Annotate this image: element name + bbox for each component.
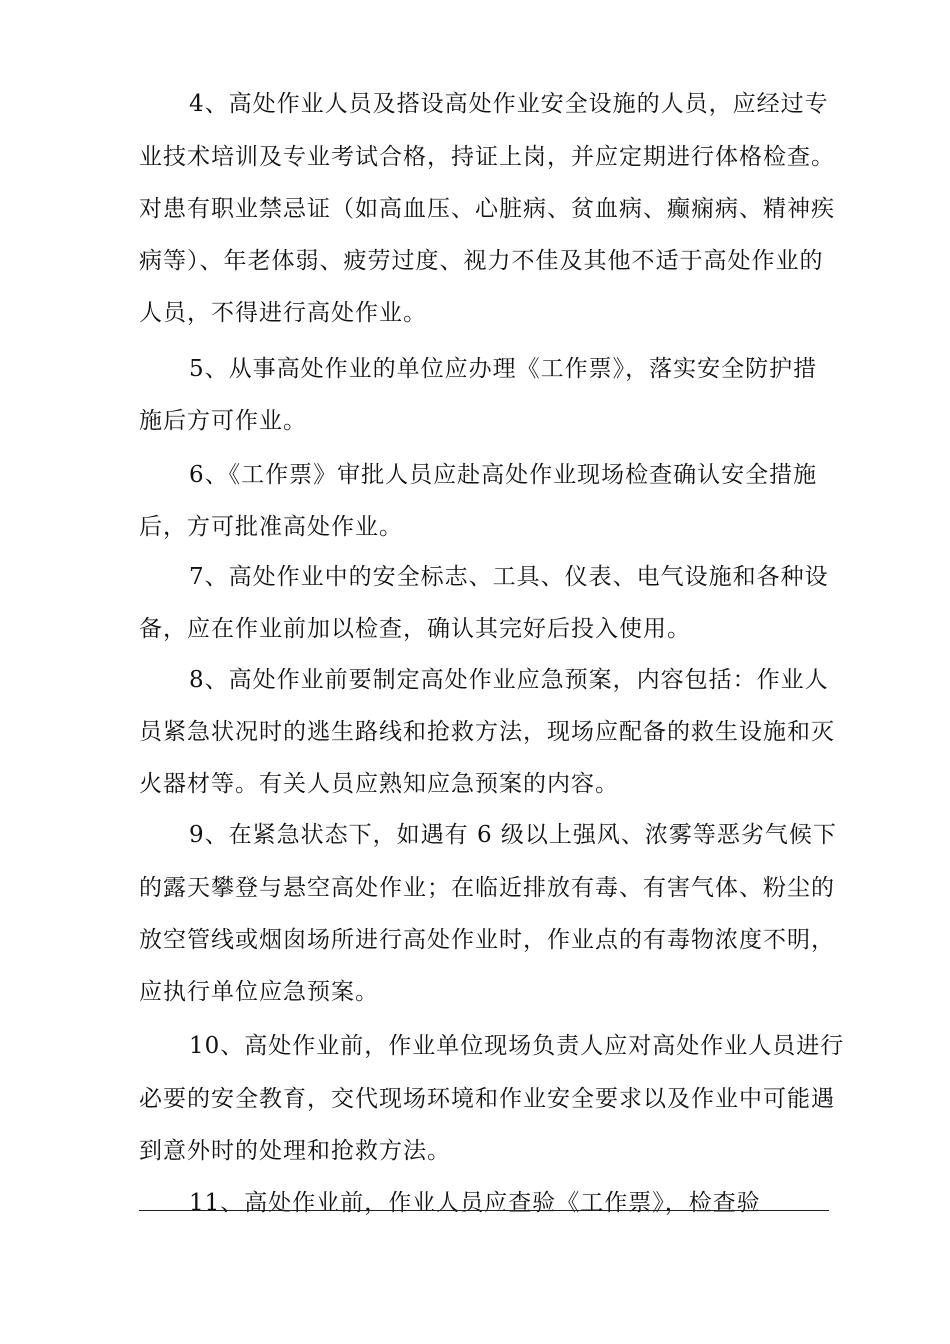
text-line: 11、高处作业前，作业人员应查验《工作票》，检查验 bbox=[189, 1190, 761, 1216]
text-line: 5、从事高处作业的单位应办理《工作票》，落实安全防护措 bbox=[189, 356, 818, 382]
text-line: 对患有职业禁忌证（如高血压、心脏病、贫血病、癫痫病、精神疾 bbox=[139, 196, 835, 222]
text-line: 业技术培训及专业考试合格，持证上岗，并应定期进行体格检查。 bbox=[139, 144, 835, 170]
text-line: 8、高处作业前要制定高处作业应急预案，内容包括：作业人 bbox=[189, 667, 829, 693]
text-line: 放空管线或烟囱场所进行高处作业时，作业点的有毒物浓度不明， bbox=[139, 927, 835, 953]
text-line: 备，应在作业前加以检查，确认其完好后投入使用。 bbox=[139, 616, 691, 642]
footer-divider bbox=[139, 1210, 829, 1211]
text-line: 火器材等。有关人员应熟知应急预案的内容。 bbox=[139, 771, 619, 797]
text-line: 4、高处作业人员及搭设高处作业安全设施的人员，应经过专 bbox=[189, 91, 829, 117]
text-line: 6、《工作票》审批人员应赴高处作业现场检查确认安全措施 bbox=[189, 462, 818, 488]
text-line: 应执行单位应急预案。 bbox=[139, 979, 379, 1005]
text-line: 病等）、年老体弱、疲劳过度、视力不佳及其他不适于高处作业的 bbox=[139, 248, 824, 274]
text-line: 10、高处作业前，作业单位现场负责人应对高处作业人员进行 bbox=[189, 1033, 845, 1059]
text-line: 必要的安全教育，交代现场环境和作业安全要求以及作业中可能遇 bbox=[139, 1086, 835, 1112]
text-line: 施后方可作业。 bbox=[139, 408, 307, 434]
text-line: 人员，不得进行高处作业。 bbox=[139, 300, 427, 326]
text-line: 后，方可批准高处作业。 bbox=[139, 514, 403, 540]
text-line: 的露天攀登与悬空高处作业；在临近排放有毒、有害气体、粉尘的 bbox=[139, 875, 835, 901]
text-line: 9、在紧急状态下，如遇有 6 级以上强风、浓雾等恶劣气候下 bbox=[189, 822, 837, 848]
text-line: 7、高处作业中的安全标志、工具、仪表、电气设施和各种设 bbox=[189, 564, 829, 590]
text-line: 到意外时的处理和抢救方法。 bbox=[139, 1138, 451, 1164]
text-line: 员紧急状况时的逃生路线和抢救方法，现场应配备的救生设施和灭 bbox=[139, 719, 835, 745]
